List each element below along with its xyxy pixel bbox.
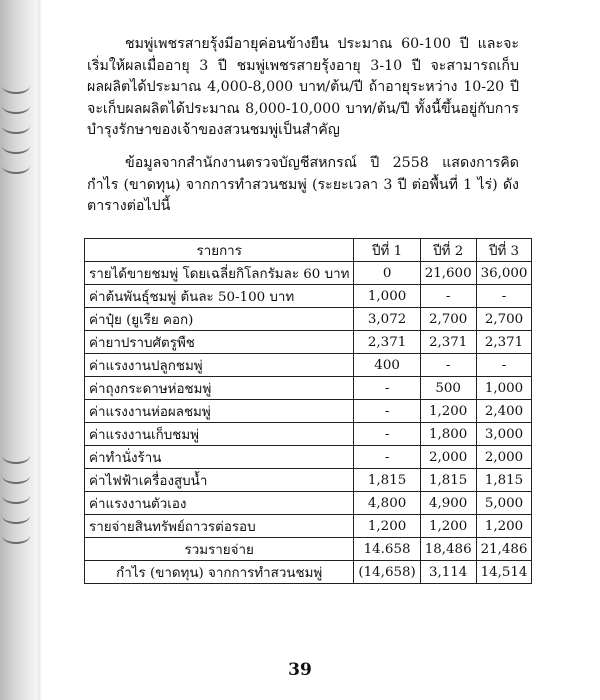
- margin-ornament-top: [2, 78, 32, 188]
- year-1-value: -: [354, 446, 420, 469]
- year-1-value: 1,000: [354, 285, 420, 308]
- table-row: [85, 423, 532, 446]
- year-3-value: 36,000: [476, 262, 532, 285]
- spine-edge: [38, 0, 42, 700]
- year-3-value: 2,371: [476, 331, 532, 354]
- year-2-value: 1,200: [420, 515, 476, 538]
- year-2-value: 500: [420, 377, 476, 400]
- year-2-value: 2,371: [420, 331, 476, 354]
- year-3-value: 1,000: [476, 377, 532, 400]
- year-2-value: 21,600: [420, 262, 476, 285]
- year-1-value: -: [354, 400, 420, 423]
- year-1-value: 2,371: [354, 331, 420, 354]
- year-3-value: 2,000: [476, 446, 532, 469]
- year-3-value: -: [476, 285, 532, 308]
- year-3-value: -: [476, 354, 532, 377]
- table-row: [85, 538, 532, 561]
- table-row: [85, 377, 532, 400]
- paragraph-1: ชมพู่เพชรสายรุ้งมีอายุค่อนข้างยืน ประมาณ 60-100 ปี และจะเริ่มให้ผลเมื่ออายุ 3 ปี ชมพู่เพชรสายรุ้งอายุ 3-10 ปี จะสามารถเก็บผลผลิตได้ประมาณ 4,000-8,000 บาท/ต้น/ปี ถ้าอายุระหว่าง 10-20 ปี จะเก็บผลผลิตได้ประมาณ 8,000-10,000 บาท/ต้น/ปี ทั้งนี้ขึ้นอยู่กับการบำรุงรักษาของเจ้าของสวนชมพู่เป็นสำคัญ: [87, 36, 519, 139]
- table-row: [85, 262, 532, 285]
- table-row: [85, 515, 532, 538]
- year-1-value: 1,200: [354, 515, 420, 538]
- table-row: [85, 469, 532, 492]
- year-2-value: 2,000: [420, 446, 476, 469]
- header-item: รายการ: [85, 239, 354, 262]
- year-3-value: 5,000: [476, 492, 532, 515]
- row-label: ค่าต้นพันธุ์ชมพู่ ต้นละ 50-100 บาท: [85, 285, 354, 308]
- table-row: [85, 492, 532, 515]
- table-row: [85, 561, 532, 584]
- margin-ornament-bottom: [2, 448, 32, 558]
- table-row: [85, 354, 532, 377]
- table-row: [85, 400, 532, 423]
- year-3-value: 2,700: [476, 308, 532, 331]
- row-label: ค่าไฟฟ้าเครื่องสูบน้ำ: [85, 469, 354, 492]
- row-label: รวมรายจ่าย: [85, 538, 354, 561]
- row-label: ค่ายาปราบศัตรูพืช: [85, 331, 354, 354]
- row-label: กำไร (ขาดทุน) จากการทำสวนชมพู่: [85, 561, 354, 584]
- table-row: [85, 331, 532, 354]
- year-1-value: 400: [354, 354, 420, 377]
- year-1-value: 1,815: [354, 469, 420, 492]
- paragraph-2: ข้อมูลจากสำนักงานตรวจบัญชีสหกรณ์ ปี 2558 แสดงการคิดกำไร (ขาดทุน) จากการทำสวนชมพู่ (ระยะเวลา 3 ปี ต่อพื้นที่ 1 ไร่) ดังตารางต่อไปนี้: [87, 155, 519, 215]
- row-label: ค่าแรงงานเก็บชมพู่: [85, 423, 354, 446]
- year-1-value: (14,658): [354, 561, 420, 584]
- row-label: ค่าแรงงานห่อผลชมพู่: [85, 400, 354, 423]
- header-year-1: ปีที่ 1: [354, 239, 420, 262]
- year-1-value: 0: [354, 262, 420, 285]
- year-1-value: 4,800: [354, 492, 420, 515]
- year-2-value: 1,800: [420, 423, 476, 446]
- year-2-value: -: [420, 354, 476, 377]
- table-header-row: [85, 239, 532, 262]
- row-label: รายจ่ายสินทรัพย์ถาวรต่อรอบ: [85, 515, 354, 538]
- year-2-value: 1,200: [420, 400, 476, 423]
- year-1-value: -: [354, 423, 420, 446]
- year-3-value: 1,200: [476, 515, 532, 538]
- year-2-value: 4,900: [420, 492, 476, 515]
- row-label: ค่าปุ๋ย (ยูเรีย คอก): [85, 308, 354, 331]
- year-1-value: 14.658: [354, 538, 420, 561]
- table-row: [85, 308, 532, 331]
- year-2-value: 3,114: [420, 561, 476, 584]
- year-1-value: 3,072: [354, 308, 420, 331]
- year-3-value: 1,815: [476, 469, 532, 492]
- year-3-value: 21,486: [476, 538, 532, 561]
- row-label: ค่าแรงงานตัวเอง: [85, 492, 354, 515]
- year-3-value: 3,000: [476, 423, 532, 446]
- year-2-value: 2,700: [420, 308, 476, 331]
- header-year-2: ปีที่ 2: [420, 239, 476, 262]
- year-1-value: -: [354, 377, 420, 400]
- table-row: [85, 446, 532, 469]
- year-2-value: 18,486: [420, 538, 476, 561]
- row-label: ค่าทำนั่งร้าน: [85, 446, 354, 469]
- row-label: ค่าแรงงานปลูกชมพู่: [85, 354, 354, 377]
- profit-loss-table: [84, 238, 532, 584]
- year-3-value: 2,400: [476, 400, 532, 423]
- year-2-value: 1,815: [420, 469, 476, 492]
- page-number: 39: [288, 660, 312, 680]
- year-2-value: -: [420, 285, 476, 308]
- header-year-3: ปีที่ 3: [476, 239, 532, 262]
- row-label: รายได้ขายชมพู่ โดยเฉลี่ยกิโลกรัมละ 60 บาท: [85, 262, 354, 285]
- table-row: [85, 285, 532, 308]
- row-label: ค่าถุงกระดาษห่อชมพู่: [85, 377, 354, 400]
- year-3-value: 14,514: [476, 561, 532, 584]
